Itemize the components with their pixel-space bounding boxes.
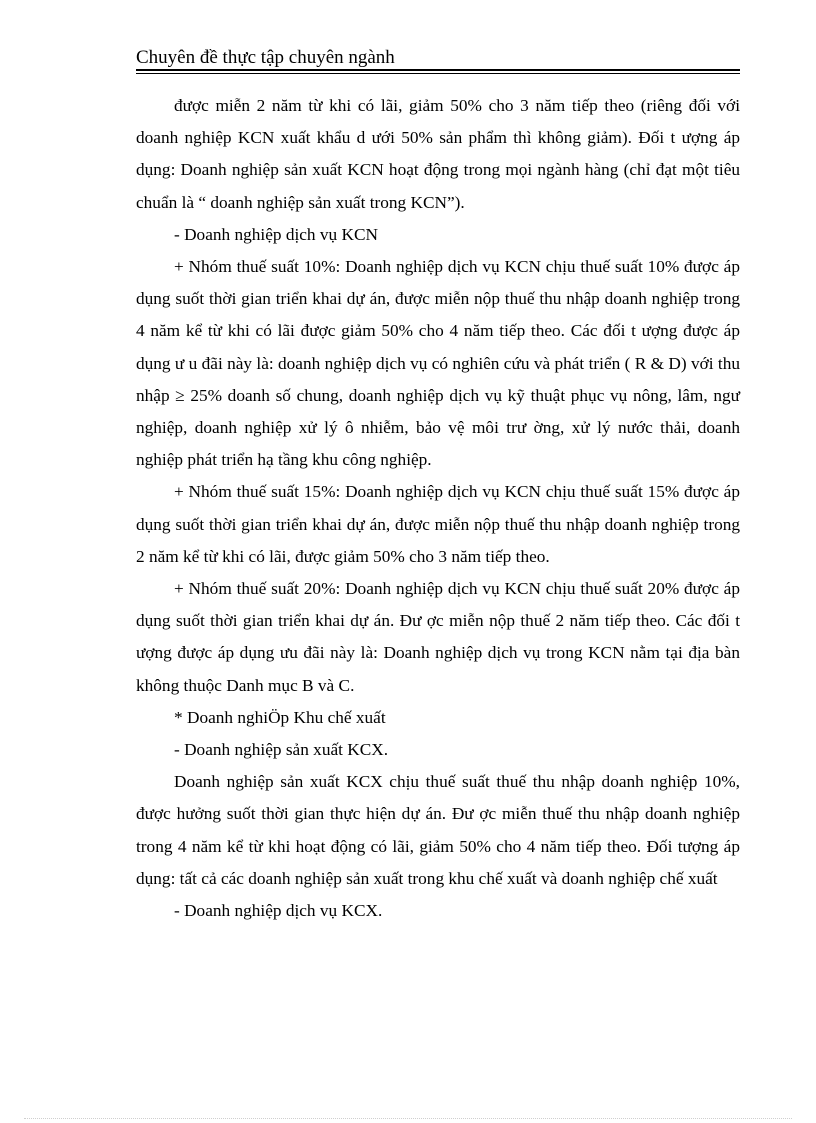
header-rule-thin <box>136 73 740 74</box>
paragraph-tax-group-15: + Nhóm thuế suất 15%: Doanh nghiệp dịch vụ KCN chịu thuế suất 15% được áp dụng suốt thời gian triển khai dự án, được miễn nộp thuế thu nhập doanh nghiệp trong 2 năm kể từ khi có lãi, được giảm 50% cho 3 năm tiếp theo. <box>136 482 740 566</box>
paragraph-production-kcx: Doanh nghiệp sản xuất KCX chịu thuế suất thuế thu nhập doanh nghiệp 10%, được hưởng suốt thời gian thực hiện dự án. Đư ợc miễn thuế thu nhập doanh nghiệp trong 4 năm kể từ khi hoạt động có lãi, giảm 50% cho 4 năm tiếp theo. Đối tượng áp dụng: tất cả các doanh nghiệp sản xuất trong khu chế xuất và doanh nghiệp chế xuất <box>136 772 740 888</box>
paragraph-exemption-continued: được miễn 2 năm từ khi có lãi, giảm 50% cho 3 năm tiếp theo (riêng đối với doanh nghiệp KCN xuất khẩu d ưới 50% sản phẩm thì không giảm). Đối t ượng áp dụng: Doanh nghiệp sản xuất KCN hoạt động trong mọi ngành hàng (chỉ đạt một tiêu chuẩn là “ doanh nghiệp sản xuất trong KCN”). <box>136 96 740 212</box>
page-bottom-dotted-border <box>24 1118 792 1119</box>
document-body <box>136 90 740 927</box>
heading-service-kcn: - Doanh nghiệp dịch vụ KCN <box>174 224 378 244</box>
heading-production-kcx: - Doanh nghiệp sản xuất KCX. <box>174 740 389 760</box>
paragraph-tax-group-10: + Nhóm thuế suất 10%: Doanh nghiệp dịch vụ KCN chịu thuế suất 10% được áp dụng suốt thời gian triển khai dự án, được miễn nộp thuế thu nhập doanh nghiệp trong 4 năm kể từ khi có lãi được giảm 50% cho 4 năm tiếp theo. Các đối t ượng được áp dụng ư u đãi này là: doanh nghiệp dịch vụ có nghiên cứu và phát triển ( R & D) với thu nhập ≥ 25% doanh số chung, doanh nghiệp dịch vụ kỹ thuật phục vụ nông, lâm, ngư nghiệp, doanh nghiệp xử lý ô nhiễm, bảo vệ môi trư ờng, xử lý nước thải, doanh nghiệp phát triển hạ tầng khu công nghiệp. <box>136 257 740 470</box>
page-header-title: Chuyên đề thực tập chuyên ngành <box>136 47 395 68</box>
heading-export-processing-zone: * Doanh nghiÖp Khu chế xuất <box>174 707 386 727</box>
header-rule-thick <box>136 69 740 71</box>
paragraph-tax-group-20: + Nhóm thuế suất 20%: Doanh nghiệp dịch vụ KCN chịu thuế suất 20% được áp dụng suốt thời gian triển khai dự án. Đư ợc miễn nộp thuế 2 năm tiếp theo. Các đối t ượng được áp dụng ưu đãi này là: Doanh nghiệp dịch vụ trong KCN nằm tại địa bàn không thuộc Danh mục B và C. <box>136 579 740 695</box>
heading-service-kcx: - Doanh nghiệp dịch vụ KCX. <box>174 901 383 921</box>
